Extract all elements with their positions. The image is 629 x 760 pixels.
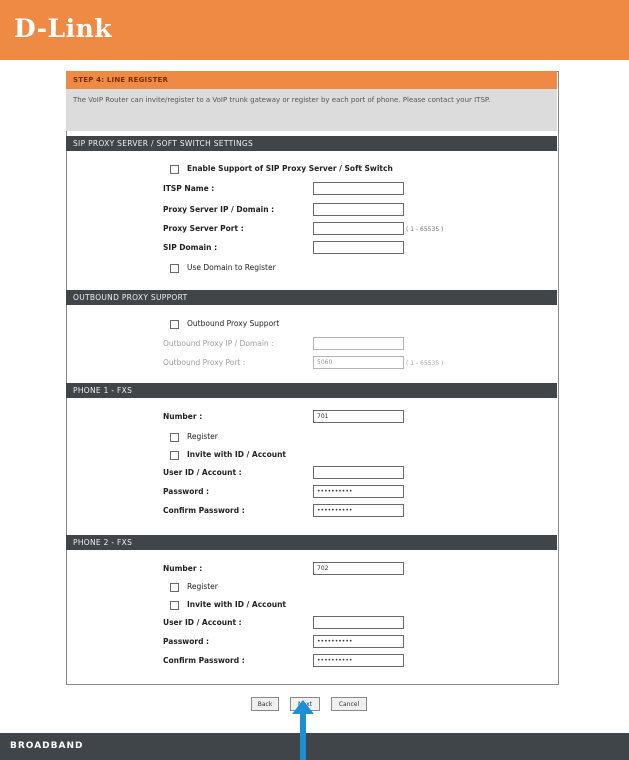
proxy-port-range-hint: ( 1 - 65535 ) <box>406 226 444 233</box>
outbound-proxy-support-label: Outbound Proxy Support <box>187 319 280 328</box>
enable-sip-proxy-checkbox[interactable] <box>170 165 179 174</box>
proxy-server-ip-input[interactable] <box>313 203 404 216</box>
step-intro-text: The VoIP Router can invite/register to a VoIP trunk gateway or register by each port of phone. Please contact your ITSP. <box>66 89 557 131</box>
step-title: STEP 4: LINE REGISTER <box>66 71 557 89</box>
phone2-register-label: Register <box>187 582 218 591</box>
phone1-user-id-input[interactable] <box>313 466 404 479</box>
phone2-user-id-label: User ID / Account : <box>163 618 242 627</box>
phone2-invite-checkbox[interactable] <box>170 601 179 610</box>
header-bar <box>0 0 629 60</box>
phone1-confirm-password-label: Confirm Password : <box>163 506 245 515</box>
dlink-logo: D-Link <box>14 14 113 43</box>
phone1-invite-checkbox[interactable] <box>170 451 179 460</box>
itsp-name-input[interactable] <box>313 182 404 195</box>
phone2-section-header: PHONE 2 - FXS <box>66 535 557 550</box>
use-domain-register-checkbox[interactable] <box>170 264 179 273</box>
phone1-invite-label: Invite with ID / Account <box>187 450 286 459</box>
outbound-proxy-support-checkbox[interactable] <box>170 320 179 329</box>
outbound-proxy-ip-input[interactable] <box>313 337 404 350</box>
outbound-proxy-ip-label: Outbound Proxy IP / Domain : <box>163 339 274 348</box>
footer-broadband-text: BROADBAND <box>10 741 84 751</box>
sip-domain-label: SIP Domain : <box>163 243 218 252</box>
phone2-number-label: Number : <box>163 564 203 573</box>
use-domain-register-label: Use Domain to Register <box>187 263 276 272</box>
phone1-password-input[interactable]: •••••••••• <box>313 485 404 498</box>
phone2-number-input[interactable]: 702 <box>313 562 404 575</box>
phone2-invite-label: Invite with ID / Account <box>187 600 286 609</box>
phone1-number-label: Number : <box>163 412 203 421</box>
itsp-name-label: ITSP Name : <box>163 184 215 193</box>
phone2-confirm-password-input[interactable]: •••••••••• <box>313 654 404 667</box>
sip-proxy-section-header: SIP PROXY SERVER / SOFT SWITCH SETTINGS <box>66 136 557 151</box>
outbound-proxy-port-input[interactable]: 5060 <box>313 356 404 369</box>
phone1-register-checkbox[interactable] <box>170 433 179 442</box>
outbound-port-range-hint: ( 1 - 65535 ) <box>406 360 444 367</box>
outbound-proxy-section-header: OUTBOUND PROXY SUPPORT <box>66 290 557 305</box>
phone2-password-input[interactable]: •••••••••• <box>313 635 404 648</box>
footer-bar <box>0 733 629 760</box>
phone2-password-label: Password : <box>163 637 210 646</box>
phone2-register-checkbox[interactable] <box>170 583 179 592</box>
phone1-confirm-password-input[interactable]: •••••••••• <box>313 504 404 517</box>
pointer-arrow-shaft <box>300 712 306 760</box>
phone1-password-label: Password : <box>163 487 210 496</box>
phone1-register-label: Register <box>187 432 218 441</box>
phone1-number-input[interactable]: 701 <box>313 410 404 423</box>
back-button[interactable]: Back <box>251 697 279 711</box>
proxy-server-port-label: Proxy Server Port : <box>163 224 244 233</box>
phone1-user-id-label: User ID / Account : <box>163 468 242 477</box>
enable-sip-proxy-label: Enable Support of SIP Proxy Server / Soft Switch <box>187 164 393 173</box>
phone2-confirm-password-label: Confirm Password : <box>163 656 245 665</box>
proxy-server-port-input[interactable] <box>313 222 404 235</box>
outbound-proxy-port-label: Outbound Proxy Port : <box>163 358 246 367</box>
cancel-button[interactable]: Cancel <box>331 697 367 711</box>
phone2-user-id-input[interactable] <box>313 616 404 629</box>
phone1-section-header: PHONE 1 - FXS <box>66 383 557 398</box>
sip-domain-input[interactable] <box>313 241 404 254</box>
proxy-server-ip-label: Proxy Server IP / Domain : <box>163 205 275 214</box>
next-button[interactable]: Next <box>290 697 320 711</box>
